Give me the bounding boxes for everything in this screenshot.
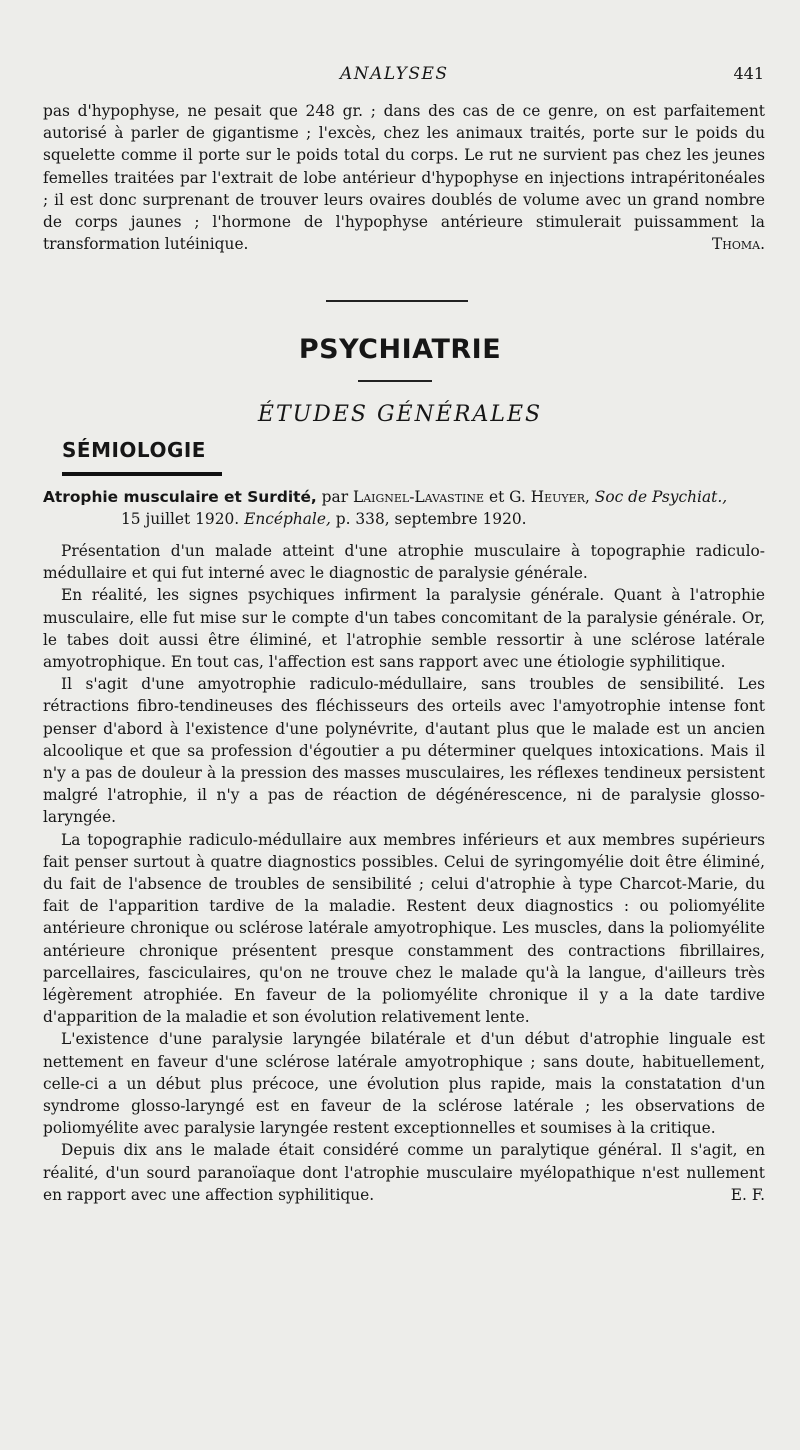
page-number: 441 (733, 64, 764, 83)
article-paragraph: En réalité, les signes psychiques infirment la paralysie générale. Quant à l'atrophie musculaire, elle fut mise sur le compte d'un tabes concomitant de la paralysie générale. Or, le tabes doit aussi être éliminé, et l'atrophie semble ressortir à une sclérose latérale amyotrophique. En tout cas, l'affection est sans rapport avec une étiologie syphilitique. (43, 586, 765, 672)
previous-article-signature: Thoma. (712, 235, 765, 254)
section-divider-top (326, 300, 468, 302)
article-journal-2: Encéphale, (244, 510, 331, 528)
article-journal-1: Soc de Psychiat., (594, 488, 728, 506)
article-author-1: Laignel-Lavastine (352, 488, 485, 506)
article-and: et (488, 488, 505, 506)
article-body (43, 540, 765, 1206)
previous-article-tail (43, 100, 765, 255)
article-by: par (321, 488, 349, 506)
article-signature: E. F. (730, 1185, 765, 1204)
previous-article-paragraph: pas d'hypophyse, ne pesait que 248 gr. ; dans des cas de ce genre, on est parfaitement autorisé à parler de gigantisme ; l'excès, chez les animaux traités, porte sur le poids du squelette comme il porte sur le poids total du corps. Le rut ne survient pas chez les jeunes femelles traitées par l'extrait de lobe antérieur d'hypophyse en injections intrapéritonéales ; il est donc surprenant de trouver leurs ovaires doublés de volume avec un grand nombre de corps jaunes ; l'hormone de l'hypophyse antérieure stimulerait puissamment la transformation lutéinique. Thoma. (43, 100, 765, 255)
article-paragraph: L'existence d'une paralysie laryngée bilatérale et d'un début d'atrophie linguale est nettement en faveur d'une sclérose latérale amyotrophique ; sans doute, habituellement, celle-ci a un début plus précoce, une évolution plus rapide, mais la constatation d'un syndrome glosso-laryngé est en faveur de la sclérose latérale ; les observations de poliomyélite avec paralysie laryngée restent exceptionnelles et soumises à la critique. (43, 1030, 765, 1138)
article-author-2: G. Heuyer, (509, 488, 590, 506)
running-head (0, 64, 800, 88)
semiologie-underline (62, 472, 222, 476)
article-citation (43, 486, 765, 530)
section-divider-bottom (358, 380, 432, 382)
semiologie-heading: SÉMIOLOGIE (62, 438, 206, 462)
article-date-1: 15 juillet 1920. (121, 510, 240, 528)
article-title: Atrophie musculaire et Surdité, (43, 488, 317, 506)
article-paragraph: Il s'agit d'une amyotrophie radiculo-médullaire, sans troubles de sensibilité. Les rétractions fibro-tendineuses des fléchisseurs des orteils avec l'amyotrophie intense font penser d'abord à l'existence d'une polynévrite, d'autant plus que le malade est un ancien alcoolique et que sa profession d'égoutier a pu déterminer quelques intoxications. Mais il n'y a pas de douleur à la pression des masses musculaires, les réflexes tendineux persistent malgré l'atrophie, il n'y a pas de réaction de dégénérescence, ni de paralysie glosso-laryngée. (43, 675, 765, 827)
article-paragraph-final: Depuis dix ans le malade était considéré comme un paralytique général. Il s'agit, en réalité, d'un sourd paranoïaque dont l'atrophie musculaire myélopathique n'est nullement en rapport avec une affection syphilitique. E. F. (43, 1139, 765, 1206)
section-title: PSYCHIATRIE (298, 334, 502, 365)
article-paragraph: Présentation d'un malade atteint d'une atrophie musculaire à topographie radiculo-médullaire et qui fut interné avec le diagnostic de paralysie générale. (43, 542, 765, 583)
running-title: ANALYSES (340, 64, 449, 84)
subsection-title: ÉTUDES GÉNÉRALES (257, 402, 543, 427)
article-citation-line-2 (43, 508, 765, 530)
article-citation-line-1 (43, 486, 765, 508)
article-pages-date: p. 338, septembre 1920. (335, 510, 527, 528)
article-paragraph: La topographie radiculo-médullaire aux membres inférieurs et aux membres supérieurs fait penser surtout à quatre diagnostics possibles. Celui de syringomyélie doit être éliminé, du fait de l'absence de troubles de sensibilité ; celui d'atrophie à type Charcot-Marie, du fait de l'apparition tardive de la maladie. Restent deux diagnostics : ou poliomyélite antérieure chronique ou sclérose latérale amyotrophique. Les muscles, dans la poliomyélite antérieure chronique présentent presque constamment des contractions fibrillaires, parcellaires, fasciculaires, qu'on ne trouve chez le malade qu'à la langue, d'ailleurs très légèrement atrophiée. En faveur de la poliomyélite chronique il y a la date tardive d'apparition de la maladie et son évolution relativement lente. (43, 830, 765, 1027)
